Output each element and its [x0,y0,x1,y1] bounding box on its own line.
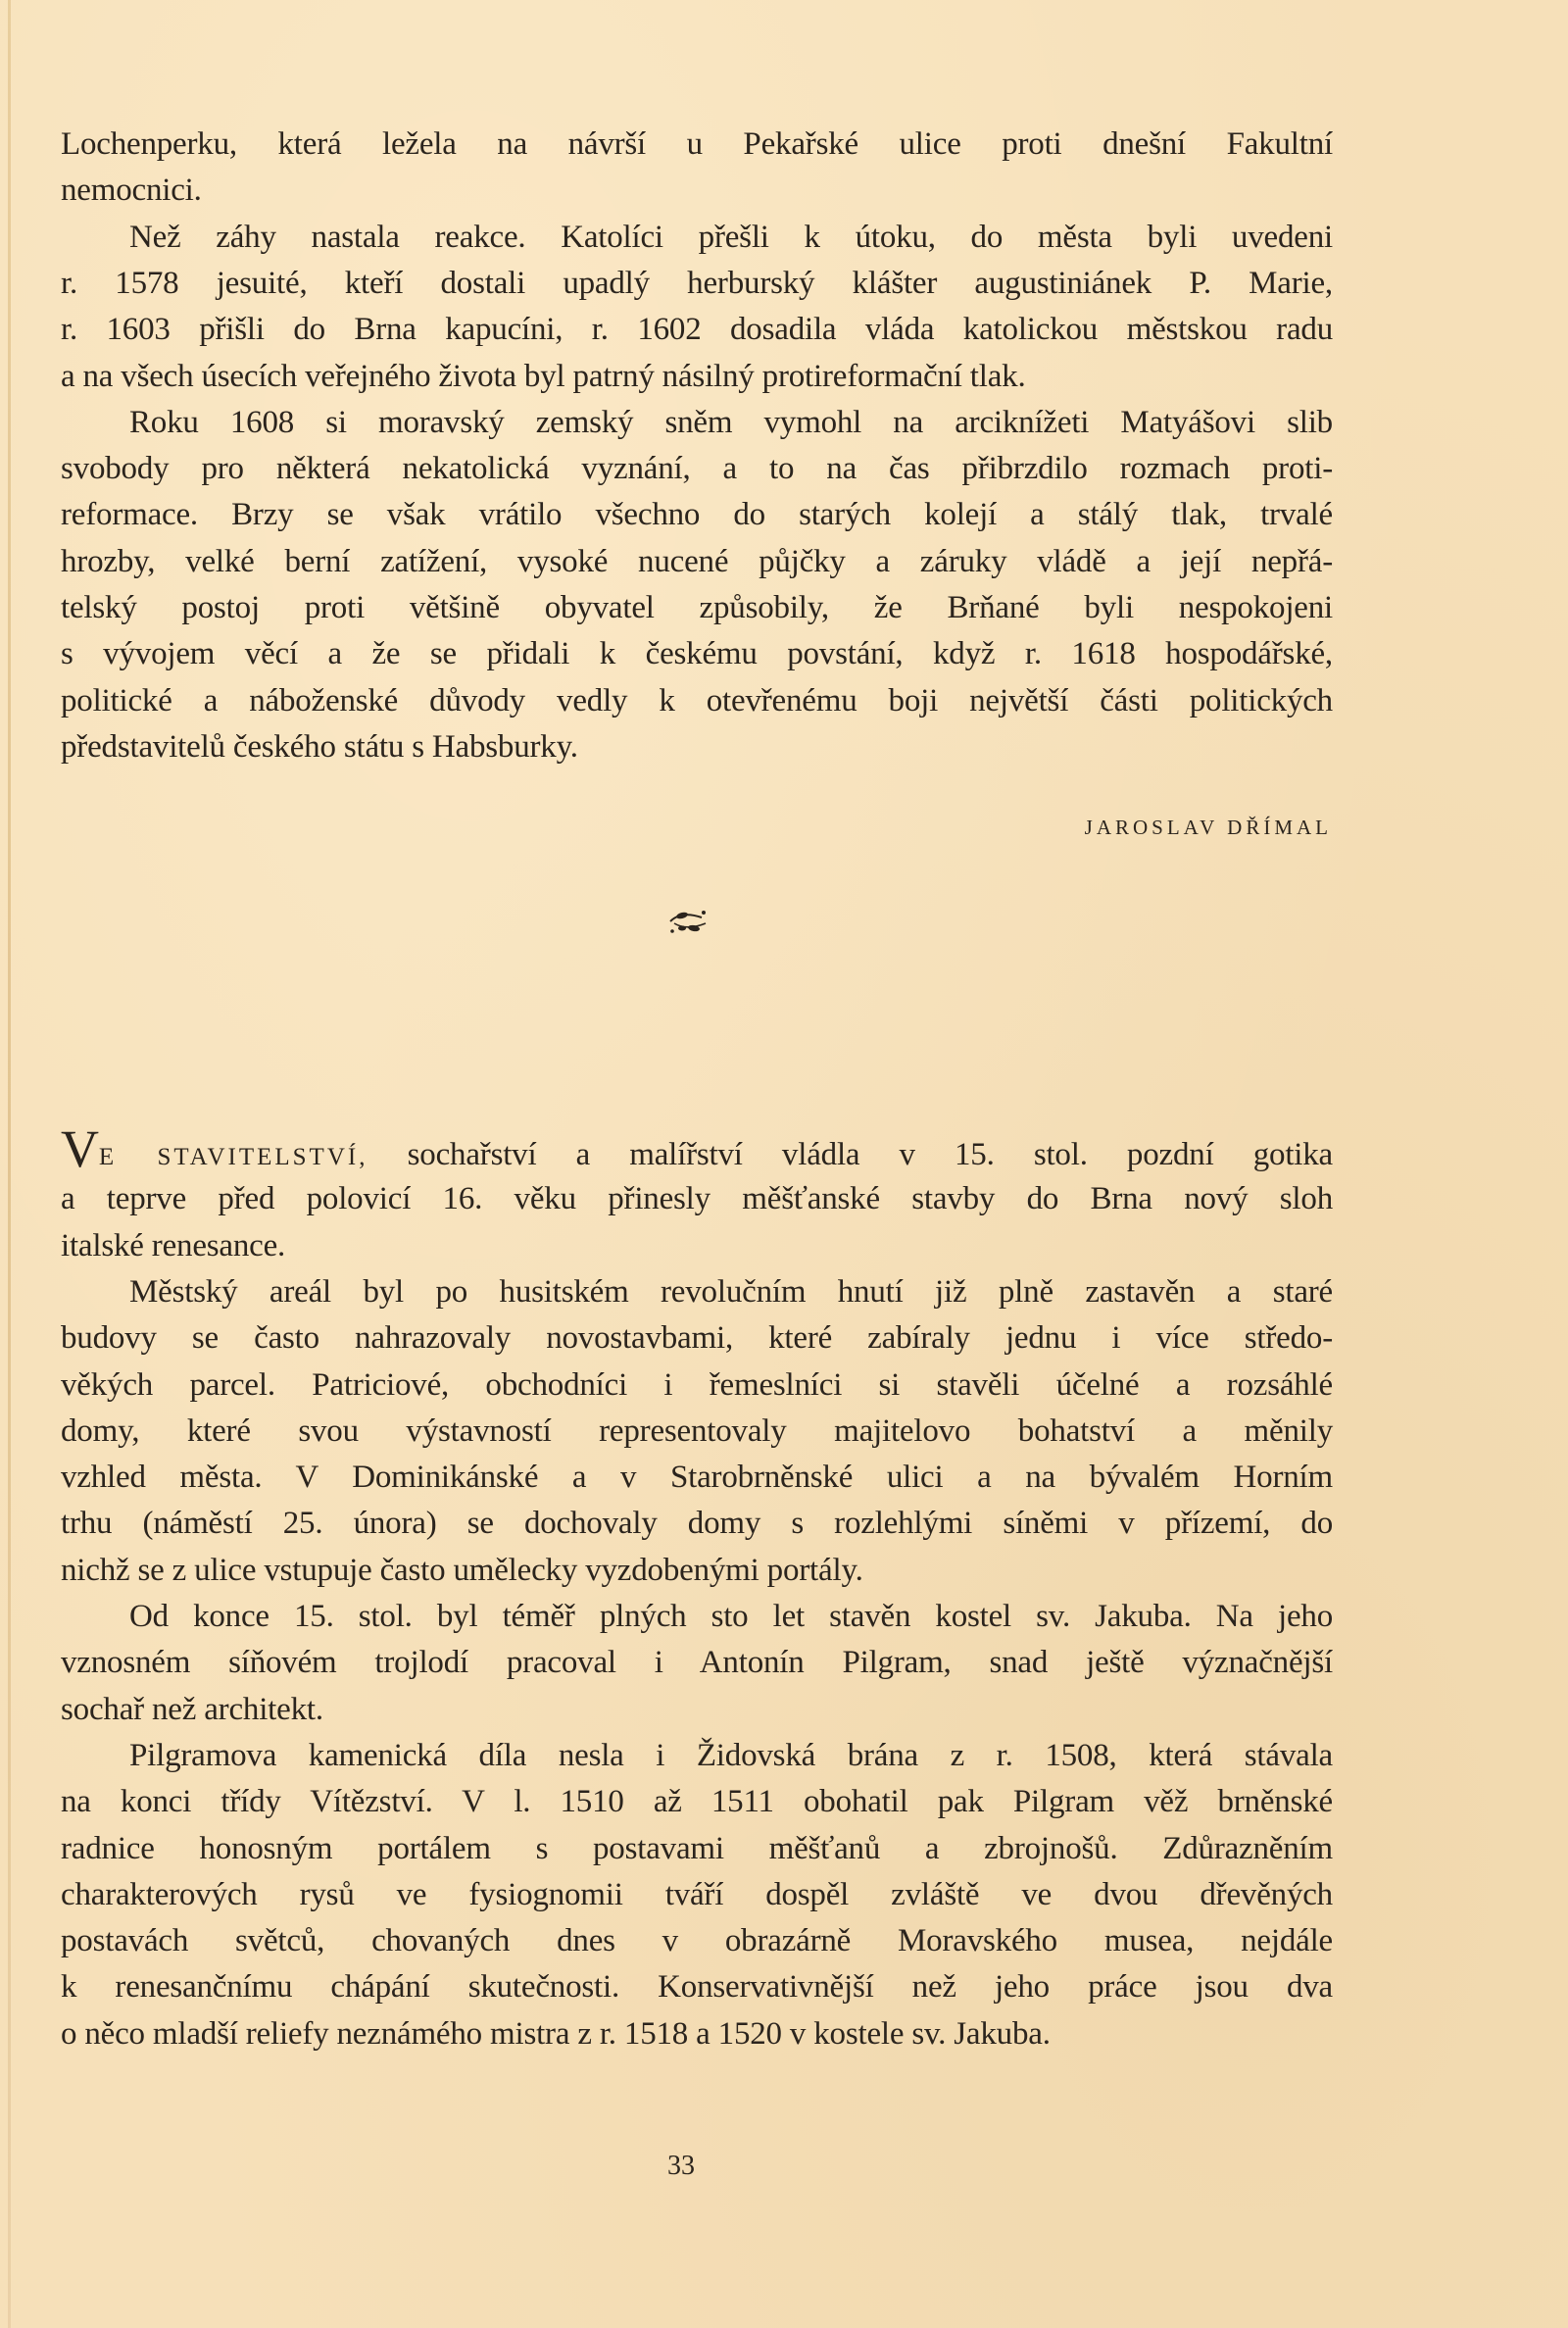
text-line [61,1547,1333,1594]
text-line [61,445,1333,492]
line-text: italské renesance. [61,1227,286,1263]
line-text: radnice honosným portálem s postavami měšťanů a zbrojnošů. Zdůrazněním [61,1830,1333,1866]
line-text: telský postoj proti většině obyvatel způsobily, že Brňané byli nespokojeni [61,590,1333,625]
text-line [61,260,1333,307]
text-line [61,630,1333,677]
line-text: nemocnici. [61,173,202,209]
line-text: Pilgramova kamenická díla nesla i Židovská brána z r. 1508, která stávala [129,1737,1333,1773]
book-gutter-edge [8,0,11,2328]
line-text: r. 1578 jesuité, kteří dostali upadlý herburský klášter augustiniánek P. Marie, [61,265,1333,301]
text-line [61,2010,1333,2057]
line-text: a na všech úsecích veřejného života byl patrný násilný protireformační tlak. [61,358,1026,394]
line-text: r. 1603 přišli do Brna kapucíni, r. 1602 dosadila vláda katolickou městskou radu [61,312,1333,348]
line-text: svobody pro některá nekatolická vyznání, a to na čas přibrzdilo rozmach proti- [61,451,1333,487]
text-line [61,1408,1333,1455]
line-text: s vývojem věcí a že se přidali k českému povstání, když r. 1618 hospodářské, [61,636,1333,672]
line-text: charakterových rysů ve fysiognomii tváří dospěl zvláště ve dvou dřevěných [61,1876,1333,1912]
line-text: nichž se z ulice vstupuje často umělecky vyzdobenými portály. [61,1552,863,1588]
line-text: vzhled města. V Dominikánské a v Starobrněnské ulici a na bývalém Horním [61,1460,1333,1496]
text-line [61,1917,1333,1964]
text-line [61,1825,1333,1872]
text-line [61,1119,1333,1178]
text-line [61,1871,1333,1918]
text-line [61,584,1333,631]
text-line [61,1686,1333,1733]
text-line [129,399,1333,446]
text-line [61,1362,1333,1409]
text-line [129,214,1333,261]
line-text: sochař než architekt. [61,1691,323,1727]
line-text: představitelů českého státu s Habsburky. [61,728,578,765]
drop-cap: V [61,1119,99,1178]
line-text: sochařství a malířství vládla v 15. stol. pozdní gotika [368,1137,1333,1172]
page-number: 33 [667,2151,695,2181]
text-line [61,1963,1333,2010]
line-text: domy, které svou výstavností representovaly majitelovo bohatství a měnily [61,1412,1333,1449]
text-line [61,723,1333,770]
line-text: o něco mladší reliefy neznámého mistra z r. 1518 a 1520 v kostele sv. Jakuba. [61,2015,1051,2052]
text-line [129,1732,1333,1779]
line-text: trhu (náměstí 25. února) se dochovaly domy s rozlehlými síněmi v přízemí, do [61,1506,1333,1542]
line-text: Městský areál byl po husitském revolučním hnutí již plně zastavěn a staré [129,1273,1333,1310]
line-text: věkých parcel. Patriciové, obchodníci i řemeslníci si stavěli účelné a rozsáhlé [61,1366,1333,1403]
text-line [61,491,1333,538]
line-text: Od konce 15. stol. byl téměř plných sto let stavěn kostel sv. Jakuba. Na jeho [129,1599,1333,1634]
leaf-fleuron-icon [666,908,710,935]
text-line [129,1593,1333,1640]
text-line [61,1175,1333,1222]
text-line [61,1778,1333,1825]
text-line [61,167,1333,214]
text-line [61,1454,1333,1501]
line-text: Roku 1608 si moravský zemský sněm vymohl na arciknížeti Matyášovi slib [129,404,1333,440]
text-line [61,677,1333,724]
text-line [61,1639,1333,1686]
line-text: politické a náboženské důvody vedly k otevřenému boji největší části politických [61,682,1333,718]
text-line [61,306,1333,353]
text-line [61,1314,1333,1362]
line-text: a teprve před polovicí 16. věku přinesly měšťanské stavby do Brna nový sloh [61,1181,1333,1217]
lead-smallcaps: E STAVITELSTVÍ, [98,1144,368,1170]
line-text: vznosném síňovém trojlodí pracoval i Antonín Pilgram, snad ještě význačnější [61,1645,1333,1681]
line-text: k renesančnímu chápání skutečnosti. Konservativnější než jeho práce jsou dva [61,1969,1333,2006]
text-line [61,353,1333,400]
text-line [61,1500,1333,1547]
text-line [129,1268,1333,1315]
line-text: hrozby, velké berní zatížení, vysoké nucené půjčky a záruky vládě a její nepřá- [61,543,1333,579]
author-signature: JAROSLAV DŘÍMAL [1084,816,1332,839]
line-text: reformace. Brzy se však vrátilo všechno do starých kolejí a stálý tlak, trvalé [61,497,1333,533]
text-line [61,121,1333,168]
text-line [61,1222,1333,1269]
line-text: Lochenperku, která ležela na návrší u Pekařské ulice proti dnešní Fakultní [61,126,1333,162]
line-text: postavách světců, chovaných dnes v obrazárně Moravského musea, nejdále [61,1923,1333,1959]
text-line [61,538,1333,585]
line-text: Než záhy nastala reakce. Katolíci přešli k útoku, do města byli uvedeni [129,219,1333,255]
line-text: na konci třídy Vítězství. V l. 1510 až 1511 obohatil pak Pilgram věž brněnské [61,1784,1333,1820]
line-text: budovy se často nahrazovaly novostavbami, které zabíraly jednu i více středo- [61,1320,1333,1357]
